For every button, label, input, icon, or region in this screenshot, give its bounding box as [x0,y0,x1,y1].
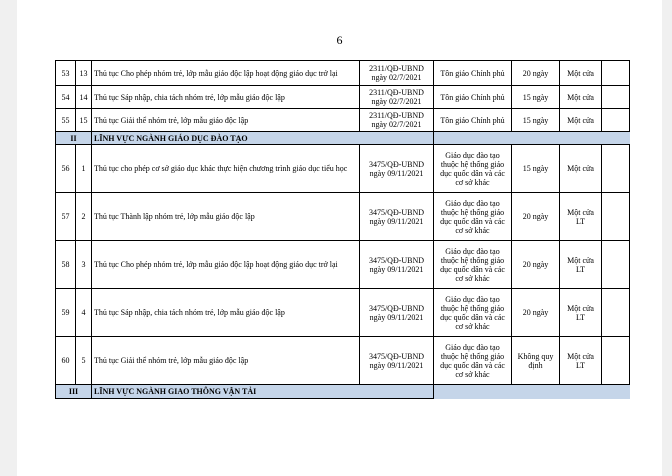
procedure-name-cell: Thủ tục Sáp nhập, chia tách nhóm trẻ, lớp mẫu giáo độc lập [92,86,360,109]
section-title-cell: LĨNH VỰC NGÀNH GIAO THÔNG VẬN TẢI [92,385,434,399]
extra-cell [602,145,630,193]
extra-cell [602,109,630,132]
agency-cell: Giáo dục đào tạo thuộc hệ thống giáo dục quốc dân và các cơ sở khác [434,145,512,193]
mode-cell: Một cửa [560,145,602,193]
mode-cell: Một cửa LT [560,193,602,241]
agency-cell: Giáo dục đào tạo thuộc hệ thống giáo dục quốc dân và các cơ sở khác [434,193,512,241]
mode-cell: Một cửa LT [560,337,602,385]
processing-time-cell: 20 ngày [512,241,560,289]
item-number-cell: 14 [76,86,92,109]
procedure-name-cell: Thủ tục Giải thể nhóm trẻ, lớp mẫu giáo độc lập [92,109,360,132]
item-number-cell: 5 [76,337,92,385]
processing-time-cell: 20 ngày [512,289,560,337]
agency-cell: Tôn giáo Chính phủ [434,61,512,86]
item-number-cell: 2 [76,193,92,241]
decision-cell: 3475/QĐ-UBND ngày 09/11/2021 [360,337,434,385]
processing-time-cell: 20 ngày [512,193,560,241]
item-number-cell: 1 [76,145,92,193]
item-number-cell: 15 [76,109,92,132]
mode-cell: Một cửa LT [560,241,602,289]
section-roman-cell: III [56,385,92,399]
procedure-name-cell: Thủ tục Cho phép nhóm trẻ, lớp mẫu giáo độc lập hoạt động giáo dục trở lại [92,61,360,86]
mode-cell: Một cửa LT [560,289,602,337]
row-number-cell: 59 [56,289,76,337]
section-fill-cell [434,385,630,399]
extra-cell [602,289,630,337]
extra-cell [602,193,630,241]
procedure-name-cell: Thủ tục Thành lập nhóm trẻ, lớp mẫu giáo độc lập [92,193,360,241]
document-page [17,0,662,476]
row-number-cell: 60 [56,337,76,385]
row-number-cell: 55 [56,109,76,132]
table-row [56,86,630,109]
decision-cell: 2311/QĐ-UBND ngày 02/7/2021 [360,109,434,132]
processing-time-cell: Không quy định [512,337,560,385]
processing-time-cell: 15 ngày [512,145,560,193]
agency-cell: Giáo dục đào tạo thuộc hệ thống giáo dục quốc dân và các cơ sở khác [434,337,512,385]
section-header-row [56,132,630,145]
mode-cell: Một cửa [560,109,602,132]
table-row [56,241,630,289]
table-row [56,145,630,193]
decision-cell: 3475/QĐ-UBND ngày 09/11/2021 [360,145,434,193]
table-row [56,61,630,86]
row-number-cell: 58 [56,241,76,289]
table-row [56,289,630,337]
decision-cell: 2311/QĐ-UBND ngày 02/7/2021 [360,86,434,109]
agency-cell: Tôn giáo Chính phủ [434,109,512,132]
section-title-cell: LĨNH VỰC NGÀNH GIÁO DỤC ĐÀO TẠO [92,132,434,145]
table-row [56,193,630,241]
item-number-cell: 13 [76,61,92,86]
agency-cell: Giáo dục đào tạo thuộc hệ thống giáo dục quốc dân và các cơ sở khác [434,241,512,289]
agency-cell: Giáo dục đào tạo thuộc hệ thống giáo dục quốc dân và các cơ sở khác [434,289,512,337]
row-number-cell: 53 [56,61,76,86]
extra-cell [602,241,630,289]
mode-cell: Một cửa [560,61,602,86]
processing-time-cell: 15 ngày [512,109,560,132]
section-header-row [56,385,630,399]
mode-cell: Một cửa [560,86,602,109]
extra-cell [602,61,630,86]
page-number: 6 [336,33,343,47]
extra-cell [602,86,630,109]
extra-cell [602,337,630,385]
item-number-cell: 4 [76,289,92,337]
procedure-name-cell: Thủ tục cho phép cơ sở giáo dục khác thực hiện chương trình giáo dục tiểu học [92,145,360,193]
section-fill-cell [434,132,630,145]
processing-time-cell: 15 ngày [512,86,560,109]
row-number-cell: 56 [56,145,76,193]
decision-cell: 2311/QĐ-UBND ngày 02/7/2021 [360,61,434,86]
procedure-name-cell: Thủ tục Cho phép nhóm trẻ, lớp mẫu giáo độc lập hoạt động giáo dục trở lại [92,241,360,289]
item-number-cell: 3 [76,241,92,289]
procedure-name-cell: Thủ tục Giải thể nhóm trẻ, lớp mẫu giáo độc lập [92,337,360,385]
agency-cell: Tôn giáo Chính phủ [434,86,512,109]
procedure-table [55,60,630,399]
row-number-cell: 57 [56,193,76,241]
table-row [56,109,630,132]
procedure-name-cell: Thủ tục Sáp nhập, chia tách nhóm trẻ, lớp mẫu giáo độc lập [92,289,360,337]
decision-cell: 3475/QĐ-UBND ngày 09/11/2021 [360,241,434,289]
processing-time-cell: 20 ngày [512,61,560,86]
row-number-cell: 54 [56,86,76,109]
table-row [56,337,630,385]
decision-cell: 3475/QĐ-UBND ngày 09/11/2021 [360,289,434,337]
section-roman-cell: II [56,132,92,145]
decision-cell: 3475/QĐ-UBND ngày 09/11/2021 [360,193,434,241]
